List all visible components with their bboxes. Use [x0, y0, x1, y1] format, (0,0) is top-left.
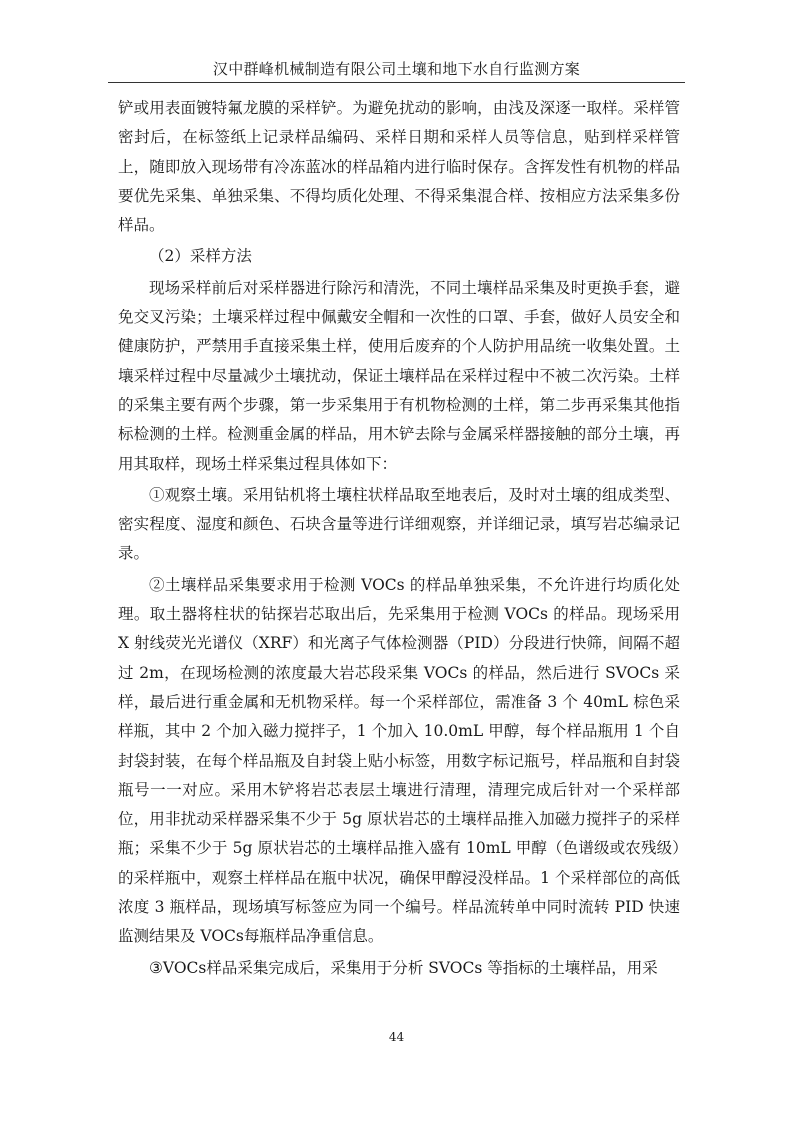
paragraph-field-sampling: 现场采样前后对采样器进行除污和清洗，不同土壤样品采集及时更换手套，避免交叉污染；土壤采样过程中佩戴安全帽和一次性的口罩、手套，做好人员安全和健康防护，严禁用手直接采集土样，使用后废弃的个人防护用品统一收集处置。土壤采样过程中尽量减少土壤扰动，保证土壤样品在采样过程中不被二次污染。土样的采集主要有两个步骤，第一步采集用于有机物检测的土样，第二步再采集其他指标检测的土样。检测重金属的样品，用木铲去除与金属采样器接触的部分土壤，再用其取样，现场土样采集过程具体如下：: [118, 278, 680, 473]
paragraph-voc-sampling: ②土壤样品采集要求用于检测 VOCs 的样品单独采集，不允许进行均质化处理。取土器将柱状的钻探岩芯取出后，先采集用于检测 VOCs 的样品。现场采用 X 射线荧光光谱仪（XRF）和光离子气体检测器（PID）分段进行快筛，间隔不超过 2m，在现场检测的浓度最大岩芯段采集 VOCs 的样品，然后进行 SVOCs 采样，最后进行重金属和无机物采样。每一个采样部位，需准备 3 个 40mL 棕色采样瓶，其中 2 个加入磁力搅拌子，1 个加入 10.0mL 甲醇，每个样品瓶用 1 个自封袋封装，在每个样品瓶及自封袋上贴小标签，用数字标记瓶号，样品瓶和自封袋瓶号一一对应。采用木铲将岩芯表层土壤进行清理，清理完成后针对一个采样部位，用非扰动采样器采集不少于 5g 原状岩芯的土壤样品推入加磁力搅拌子的采样瓶；采集不少于 5g 原状岩芯的土壤样品推入盛有 10mL 甲醇（色谱级或农残级）的采样瓶中，观察土样样品在瓶中状况，确保甲醇浸没样品。1 个采样部位的高低浓度 3 瓶样品，现场填写标签应为同一个编号。样品流转单中同时流转 PID 快速监测结果及 VOCs每瓶样品净重信息。: [118, 575, 680, 946]
document-body: [118, 94, 680, 985]
paragraph-observe-soil: ①观察土壤。采用钻机将土壤柱状样品取至地表后，及时对土壤的组成类型、密实程度、湿度和颜色、石块含量等进行详细观察，并详细记录，填写岩芯编录记录。: [118, 485, 680, 563]
header-divider: [108, 82, 685, 83]
page-number: 44: [388, 1030, 405, 1044]
page-header-title: 汉中群峰机械制造有限公司土壤和地下水自行监测方案: [212, 60, 581, 78]
section-heading-sampling-method: （2）采样方法: [149, 247, 252, 266]
paragraph-sampling-tools: 铲或用表面镀特氟龙膜的采样铲。为避免扰动的影响，由浅及深逐一取样。采样管密封后，在标签纸上记录样品编码、采样日期和采样人员等信息，贴到样采样管上，随即放入现场带有冷冻蓝冰的样品箱内进行临时保存。含挥发性有机物的样品要优先采集、单独采集、不得均质化处理、不得采集混合样、按相应方法采集多份样品。: [118, 99, 680, 235]
paragraph-svoc-sampling: ③VOCs样品采集完成后，采集用于分析 SVOCs 等指标的土壤样品，用采: [149, 958, 658, 977]
